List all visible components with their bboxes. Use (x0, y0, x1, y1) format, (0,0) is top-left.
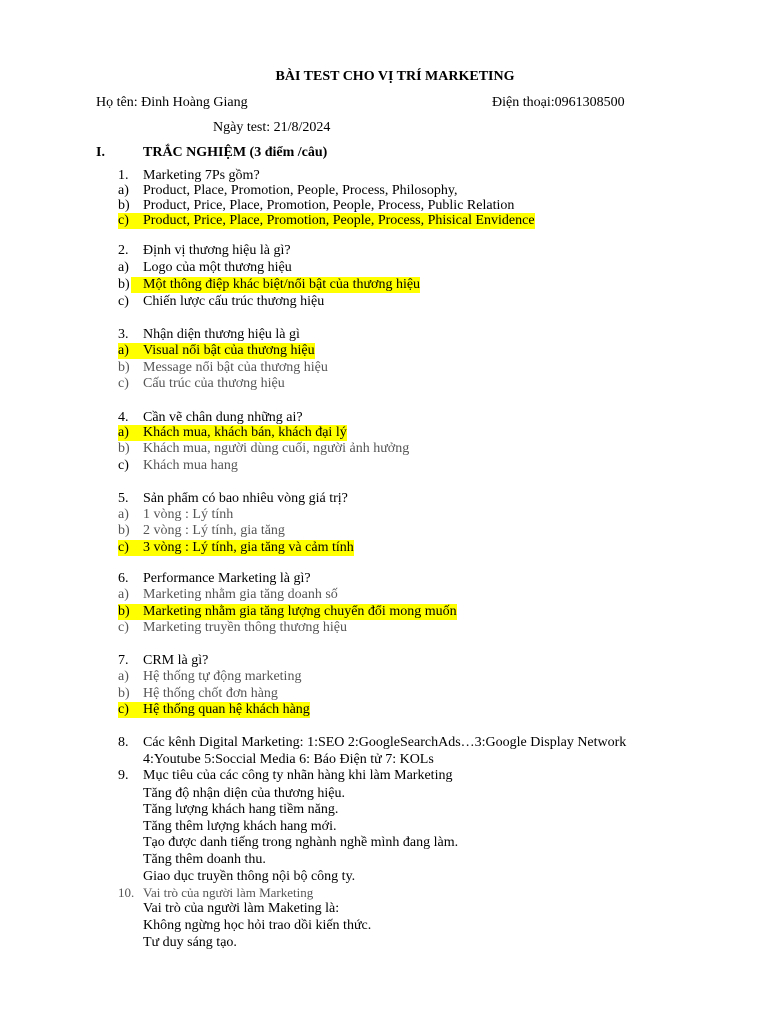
answer-line: Không ngừng học hỏi trao dồi kiến thức. (143, 918, 372, 933)
option-letter-highlighted: c) (118, 540, 136, 556)
option-text: Message nổi bật của thương hiệu (143, 360, 328, 375)
option-text: Product, Place, Promotion, People, Process, Philosophy, (143, 183, 458, 198)
option-letter: a) (118, 260, 129, 275)
question-number: 10. (118, 885, 135, 900)
option-letter: b) (118, 523, 130, 538)
option-text: Chiến lược cấu trúc thương hiệu (143, 294, 325, 309)
question-text: Performance Marketing là gì? (143, 571, 311, 586)
section-heading: TRẮC NGHIỆM (3 điểm /câu) (143, 145, 328, 160)
option-text: Logo của một thương hiệu (143, 260, 292, 275)
selected-answer: Product, Price, Place, Promotion, People, Process, Phisical Envidence (136, 213, 535, 229)
candidate-phone: Điện thoại:0961308500 (492, 95, 625, 110)
option-text: Marketing nhằm gia tăng doanh số (143, 587, 338, 602)
question-number: 6. (118, 571, 129, 586)
option-text: Khách mua hang (143, 458, 238, 473)
option-letter: a) (118, 183, 129, 198)
option-letter: c) (118, 458, 129, 473)
option-text: Product, Price, Place, Promotion, People, Process, Public Relation (143, 198, 515, 213)
answer-line: Vai trò của người làm Maketing là: (143, 901, 340, 916)
option-text: Khách mua, người dùng cuối, người ảnh hưởng (143, 441, 410, 456)
option-letter: b) (118, 686, 130, 701)
option-text: Cấu trúc của thương hiệu (143, 376, 285, 391)
question-number: 7. (118, 653, 129, 668)
question-text: Sản phẩm có bao nhiêu vòng giá trị? (143, 491, 348, 506)
question-number: 2. (118, 243, 129, 258)
question-text: Marketing 7Ps gồm? (143, 168, 260, 183)
option-letter: a) (118, 507, 129, 522)
question-text: Nhận diện thương hiệu là gì (143, 327, 300, 342)
answer-line: Tư duy sáng tạo. (143, 935, 237, 950)
question-number: 9. (118, 768, 129, 783)
question-text: Cần vẽ chân dung những ai? (143, 410, 303, 425)
selected-answer: Một thông điệp khác biệt/nổi bật của thương hiệu (131, 277, 420, 293)
option-text: 2 vòng : Lý tính, gia tăng (143, 523, 285, 538)
section-number: I. (96, 145, 105, 160)
question-text: Các kênh Digital Marketing: 1:SEO 2:GoogleSearchAds…3:Google Display Network (143, 735, 627, 750)
option-letter: b) (118, 360, 130, 375)
selected-answer: Khách mua, khách bán, khách đại lý (136, 425, 347, 441)
selected-answer: 3 vòng : Lý tính, gia tăng và cảm tính (136, 540, 354, 556)
selected-answer: Marketing nhằm gia tăng lượng chuyển đổi mong muốn (136, 604, 457, 620)
answer-line: Tăng thêm doanh thu. (143, 852, 266, 867)
answer-line: Giao dục truyền thông nội bộ công ty. (143, 869, 356, 884)
option-letter: c) (118, 294, 129, 309)
option-letter: a) (118, 669, 129, 684)
option-text: 1 vòng : Lý tính (143, 507, 234, 522)
answer-line: Tăng thêm lượng khách hang mới. (143, 819, 337, 834)
question-text: Mục tiêu của các công ty nhãn hàng khi làm Marketing (143, 768, 453, 783)
question-number: 3. (118, 327, 129, 342)
question-text: Định vị thương hiệu là gì? (143, 243, 291, 258)
option-letter: a) (118, 587, 129, 602)
answer-text: 4:Youtube 5:Soccial Media 6: Báo Điện tử 7: KOLs (143, 752, 434, 767)
candidate-name: Họ tên: Đinh Hoàng Giang (96, 95, 248, 110)
test-date: Ngày test: 21/8/2024 (213, 120, 331, 135)
question-number: 1. (118, 168, 129, 183)
document-title: BÀI TEST CHO VỊ TRÍ MARKETING (275, 69, 515, 84)
answer-line: Tạo được danh tiếng trong nghành nghề mình đang làm. (143, 835, 459, 850)
option-text: Hệ thống chốt đơn hàng (143, 686, 278, 701)
option-letter: c) (118, 376, 129, 391)
option-text: Marketing truyền thông thương hiệu (143, 620, 347, 635)
option-letter: b) (118, 277, 130, 292)
option-letter: c) (118, 620, 129, 635)
answer-line: Tăng độ nhận diện của thương hiệu. (143, 786, 345, 801)
option-letter-highlighted: a) (118, 343, 136, 359)
question-number: 4. (118, 410, 129, 425)
question-number: 5. (118, 491, 129, 506)
option-text: Hệ thống tự động marketing (143, 669, 302, 684)
selected-answer: Visual nổi bật của thương hiệu (136, 343, 315, 359)
option-letter-highlighted: a) (118, 425, 136, 441)
option-letter-highlighted: c) (118, 213, 136, 229)
selected-answer: Hệ thống quan hệ khách hàng (136, 702, 310, 718)
question-text: Vai trò của người làm Marketing (143, 885, 314, 900)
answer-line: Tăng lượng khách hang tiềm năng. (143, 802, 339, 817)
question-text: CRM là gì? (143, 653, 209, 668)
option-letter-highlighted: b) (118, 604, 136, 620)
option-letter: b) (118, 441, 130, 456)
option-letter-highlighted: c) (118, 702, 136, 718)
option-letter: b) (118, 198, 130, 213)
question-number: 8. (118, 735, 129, 750)
